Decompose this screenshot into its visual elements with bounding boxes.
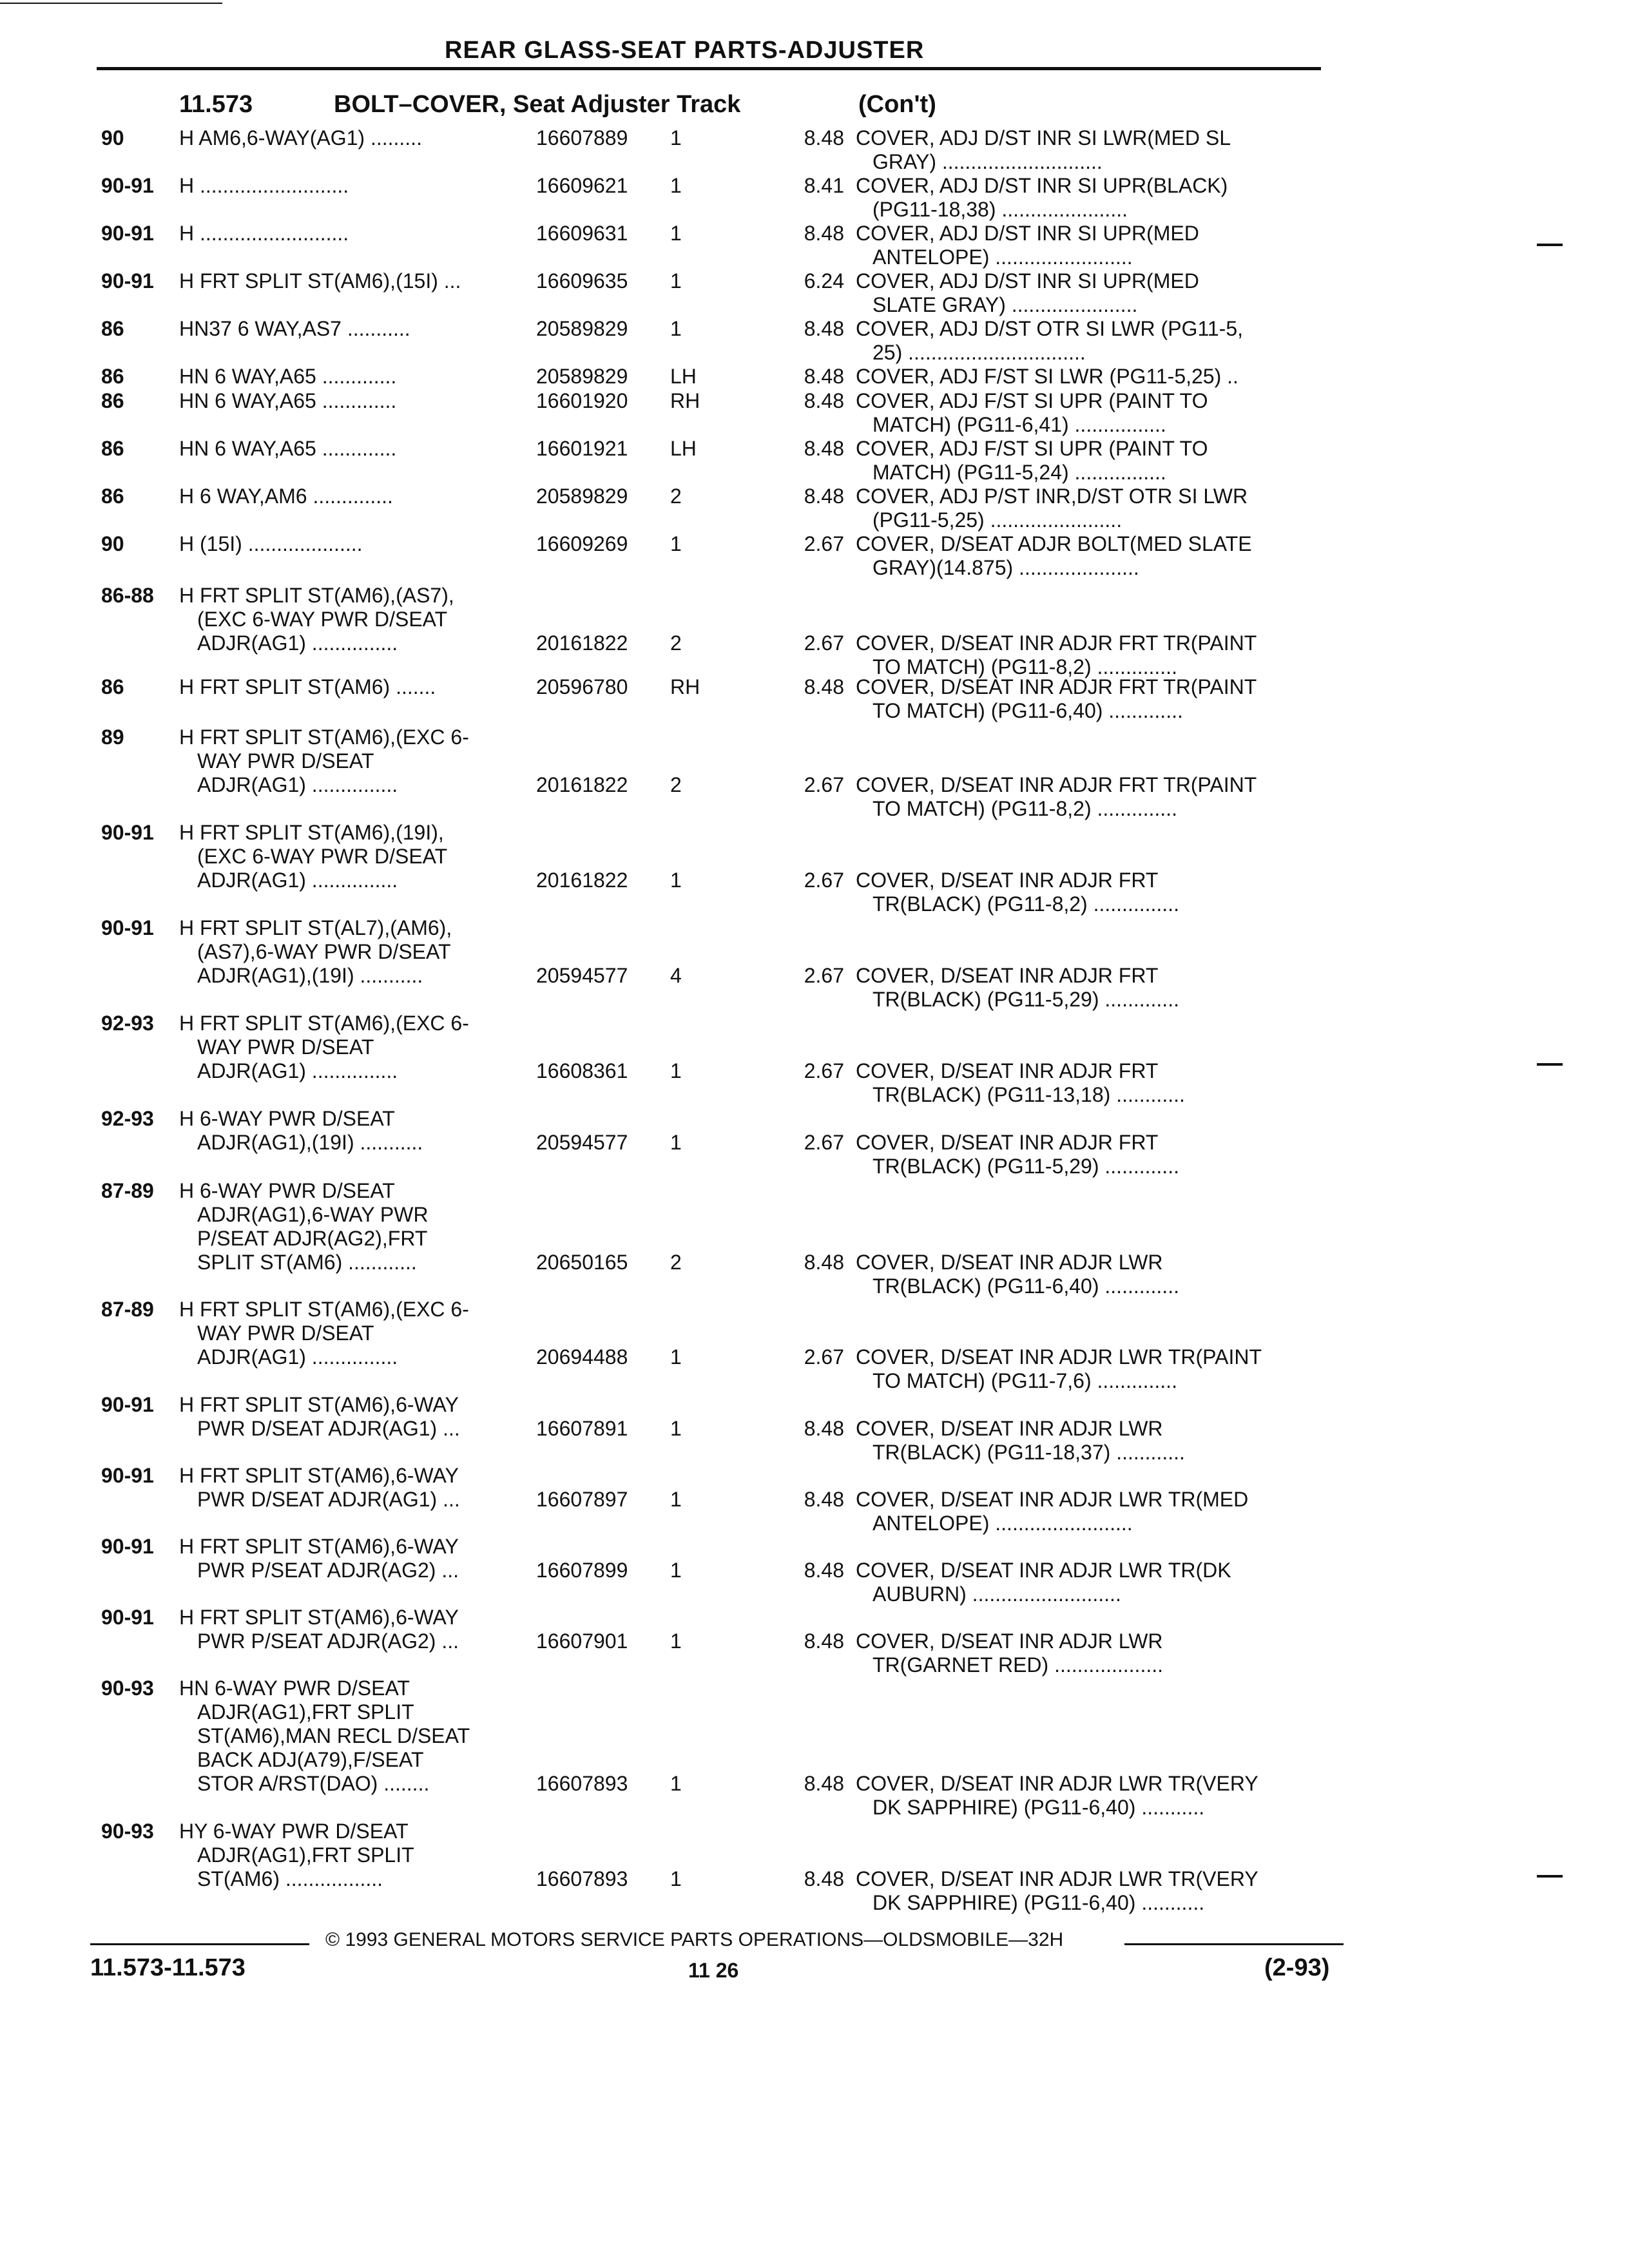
- model-years: 90-91: [101, 1606, 154, 1629]
- model-years: 92-93: [101, 1012, 154, 1035]
- description-line: ADJR(AG1) ...............: [197, 773, 398, 796]
- part-number: 20596780: [536, 675, 628, 698]
- description-line: H FRT SPLIT ST(AL7),(AM6),: [179, 916, 452, 939]
- part-name-line: 25) ...............................: [872, 341, 1086, 364]
- application-description: [179, 269, 527, 293]
- quantity: 2: [670, 485, 682, 508]
- part-name-line: DK SAPPHIRE) (PG11-6,40) ...........: [872, 1796, 1205, 1819]
- application-description: [179, 1107, 527, 1155]
- part-name: [856, 1867, 1333, 1915]
- description-line: H 6 WAY,AM6 ..............: [179, 485, 393, 508]
- model-years: 89: [101, 726, 124, 749]
- description-line: ADJR(AG1) ...............: [197, 1059, 398, 1082]
- part-name: [856, 675, 1333, 723]
- application-description: [179, 389, 527, 413]
- part-name-line: (PG11-18,38) ......................: [872, 198, 1128, 221]
- description-line: PWR P/SEAT ADJR(AG2) ...: [197, 1629, 459, 1653]
- part-number: 20589829: [536, 317, 628, 340]
- part-name-line: GRAY)(14.875) .....................: [872, 556, 1139, 579]
- price: 2.67: [804, 532, 844, 555]
- price: 8.48: [804, 389, 844, 412]
- application-description: [179, 584, 527, 655]
- footer-rule-left: [90, 1943, 309, 1945]
- part-name: [856, 773, 1333, 821]
- quantity: 1: [670, 1417, 682, 1440]
- model-years: 92-93: [101, 1107, 154, 1130]
- part-name: [856, 269, 1333, 317]
- part-name-line: MATCH) (PG11-6,41) ................: [872, 413, 1166, 436]
- quantity: 1: [670, 1488, 682, 1511]
- application-description: [179, 1393, 527, 1441]
- description-line: HN 6 WAY,A65 .............: [179, 365, 397, 388]
- quantity: 1: [670, 269, 682, 293]
- model-years: 86-88: [101, 584, 154, 607]
- description-line: BACK ADJ(A79),F/SEAT: [197, 1748, 424, 1771]
- date-code: (2-93): [1264, 1954, 1330, 1981]
- part-name-line: ANTELOPE) ........................: [872, 1512, 1133, 1535]
- model-years: 86: [101, 389, 124, 412]
- description-line: ADJR(AG1) ...............: [197, 631, 398, 655]
- model-years: 90-91: [101, 222, 154, 245]
- part-number: 16607899: [536, 1559, 628, 1582]
- description-line: ST(AM6) .................: [197, 1867, 383, 1890]
- quantity: 2: [670, 631, 682, 655]
- part-name-line: TR(BLACK) (PG11-5,29) .............: [872, 988, 1179, 1011]
- model-years: 90-91: [101, 1464, 154, 1487]
- description-line: (EXC 6-WAY PWR D/SEAT: [197, 608, 448, 631]
- quantity: 1: [670, 1629, 682, 1653]
- part-name-line: COVER, ADJ D/ST INR SI UPR(MED: [856, 269, 1199, 293]
- quantity: 1: [670, 174, 682, 197]
- price: 8.48: [804, 365, 844, 388]
- description-line: HN37 6 WAY,AS7 ...........: [179, 317, 410, 340]
- description-line: STOR A/RST(DAO) ........: [197, 1772, 430, 1795]
- quantity: 1: [670, 1772, 682, 1795]
- quantity: 1: [670, 1345, 682, 1369]
- part-number: 16601921: [536, 437, 628, 460]
- part-number: 16609621: [536, 174, 628, 197]
- description-line: SPLIT ST(AM6) ............: [197, 1251, 417, 1274]
- part-name-line: COVER, D/SEAT INR ADJR FRT: [856, 1131, 1159, 1154]
- price: 8.48: [804, 222, 844, 245]
- description-line: HN 6 WAY,A65 .............: [179, 437, 397, 460]
- price: 8.48: [804, 1867, 844, 1890]
- price: 8.48: [804, 1488, 844, 1511]
- part-number: 16609631: [536, 222, 628, 245]
- quantity: 4: [670, 964, 682, 987]
- part-name: [856, 174, 1333, 222]
- application-description: [179, 821, 527, 892]
- part-name-line: TO MATCH) (PG11-8,2) ..............: [872, 655, 1177, 678]
- part-name: [856, 1488, 1333, 1535]
- model-years: 90-91: [101, 269, 154, 293]
- price: 8.48: [804, 1629, 844, 1653]
- part-name: [856, 1131, 1333, 1178]
- copyright-notice: © 1993 GENERAL MOTORS SERVICE PARTS OPERATIONS—OLDSMOBILE—32H: [325, 1929, 1064, 1950]
- part-name: [856, 1251, 1333, 1298]
- description-line: HY 6-WAY PWR D/SEAT: [179, 1820, 409, 1843]
- application-description: [179, 485, 527, 508]
- description-line: ST(AM6),MAN RECL D/SEAT: [197, 1724, 470, 1747]
- part-name: [856, 437, 1333, 485]
- part-name-line: AUBURN) ..........................: [872, 1582, 1121, 1606]
- description-line: H FRT SPLIT ST(AM6) .......: [179, 675, 436, 698]
- part-name-line: COVER, D/SEAT INR ADJR LWR: [856, 1417, 1163, 1440]
- description-line: H FRT SPLIT ST(AM6),(15I) ...: [179, 269, 461, 293]
- description-line: H FRT SPLIT ST(AM6),(19I),: [179, 821, 444, 844]
- price: 8.48: [804, 126, 844, 149]
- part-name-line: COVER, D/SEAT INR ADJR FRT: [856, 1059, 1159, 1082]
- part-number: 20589829: [536, 365, 628, 388]
- part-name-line: COVER, ADJ F/ST SI UPR (PAINT TO: [856, 437, 1208, 460]
- part-name: [856, 964, 1333, 1012]
- margin-mark: [1537, 244, 1563, 246]
- part-name: [856, 631, 1333, 679]
- description-line: ADJR(AG1),FRT SPLIT: [197, 1700, 414, 1724]
- application-description: [179, 1677, 527, 1796]
- description-line: H FRT SPLIT ST(AM6),(EXC 6-: [179, 1012, 469, 1035]
- part-name-line: TR(BLACK) (PG11-6,40) .............: [872, 1274, 1179, 1298]
- description-line: P/SEAT ADJR(AG2),FRT: [197, 1227, 428, 1250]
- application-description: [179, 532, 527, 556]
- model-years: 90-93: [101, 1677, 154, 1700]
- model-years: 90-91: [101, 174, 154, 197]
- description-line: PWR D/SEAT ADJR(AG1) ...: [197, 1488, 460, 1511]
- part-name: [856, 532, 1333, 580]
- part-name-line: COVER, D/SEAT INR ADJR LWR TR(MED: [856, 1488, 1249, 1511]
- application-description: [179, 916, 527, 988]
- description-line: ADJR(AG1),(19I) ...........: [197, 1131, 423, 1154]
- description-line: WAY PWR D/SEAT: [197, 1321, 374, 1345]
- quantity: 1: [670, 1867, 682, 1890]
- part-name-line: GRAY) ............................: [872, 150, 1103, 173]
- part-name-line: COVER, ADJ F/ST SI UPR (PAINT TO: [856, 389, 1208, 412]
- part-name-line: COVER, D/SEAT ADJR BOLT(MED SLATE: [856, 532, 1252, 555]
- page-title: REAR GLASS-SEAT PARTS-ADJUSTER: [445, 37, 925, 64]
- description-line: HN 6 WAY,A65 .............: [179, 389, 397, 412]
- price: 8.48: [804, 437, 844, 460]
- part-number: 16609635: [536, 269, 628, 293]
- part-name-line: COVER, ADJ D/ST INR SI UPR(MED: [856, 222, 1199, 245]
- part-number: 20161822: [536, 631, 628, 655]
- part-number: 20589829: [536, 485, 628, 508]
- price: 2.67: [804, 1059, 844, 1082]
- price: 8.48: [804, 1417, 844, 1440]
- model-years: 87-89: [101, 1179, 154, 1202]
- description-line: (EXC 6-WAY PWR D/SEAT: [197, 845, 448, 868]
- description-line: H FRT SPLIT ST(AM6),(AS7),: [179, 584, 454, 607]
- part-name-line: TR(BLACK) (PG11-5,29) .............: [872, 1155, 1179, 1178]
- quantity: 1: [670, 126, 682, 149]
- description-line: WAY PWR D/SEAT: [197, 1035, 374, 1059]
- quantity: RH: [670, 389, 700, 412]
- description-line: H ..........................: [179, 222, 349, 245]
- part-name-line: TO MATCH) (PG11-8,2) ..............: [872, 797, 1177, 820]
- part-name-line: COVER, ADJ D/ST INR SI UPR(BLACK): [856, 174, 1228, 197]
- model-years: 86: [101, 485, 124, 508]
- part-number: 16601920: [536, 389, 628, 412]
- model-years: 86: [101, 317, 124, 340]
- quantity: 2: [670, 773, 682, 796]
- part-number: 16607893: [536, 1772, 628, 1795]
- part-name-line: DK SAPPHIRE) (PG11-6,40) ...........: [872, 1891, 1205, 1914]
- part-name-line: COVER, ADJ D/ST OTR SI LWR (PG11-5,: [856, 317, 1243, 340]
- model-years: 90-91: [101, 1393, 154, 1416]
- part-name-line: COVER, D/SEAT INR ADJR LWR TR(VERY: [856, 1772, 1258, 1795]
- quantity: 1: [670, 869, 682, 892]
- page-number: 11 26: [688, 1959, 739, 1982]
- part-number: 16607893: [536, 1867, 628, 1890]
- part-name: [856, 1345, 1333, 1393]
- part-name-line: COVER, D/SEAT INR ADJR LWR TR(DK: [856, 1559, 1231, 1582]
- quantity: 1: [670, 317, 682, 340]
- application-description: [179, 437, 527, 461]
- model-years: 86: [101, 675, 124, 698]
- part-name-line: SLATE GRAY) ......................: [872, 293, 1138, 316]
- part-name: [856, 222, 1333, 269]
- part-name-line: COVER, D/SEAT INR ADJR LWR: [856, 1251, 1163, 1274]
- description-line: ADJR(AG1),6-WAY PWR: [197, 1203, 429, 1226]
- part-name: [856, 1417, 1333, 1465]
- description-line: H AM6,6-WAY(AG1) .........: [179, 126, 422, 149]
- part-number: 16607901: [536, 1629, 628, 1653]
- description-line: H FRT SPLIT ST(AM6),6-WAY: [179, 1606, 459, 1629]
- section-range: 11.573-11.573: [90, 1954, 246, 1981]
- application-description: [179, 317, 527, 341]
- price: 2.67: [804, 631, 844, 655]
- description-line: H FRT SPLIT ST(AM6),(EXC 6-: [179, 726, 469, 749]
- quantity: 1: [670, 1059, 682, 1082]
- quantity: LH: [670, 365, 697, 388]
- model-years: 90-93: [101, 1820, 154, 1843]
- model-years: 90: [101, 126, 124, 149]
- description-line: H ..........................: [179, 174, 349, 197]
- price: 8.48: [804, 675, 844, 698]
- part-name-line: COVER, ADJ D/ST INR SI LWR(MED SL: [856, 126, 1231, 149]
- price: 8.41: [804, 174, 844, 197]
- part-name: [856, 1559, 1333, 1606]
- margin-mark: [1537, 1063, 1563, 1066]
- section-name: BOLT–COVER, Seat Adjuster Track: [334, 91, 741, 118]
- margin-mark: [1537, 1875, 1563, 1878]
- price: 2.67: [804, 869, 844, 892]
- description-line: ADJR(AG1) ...............: [197, 869, 398, 892]
- application-description: [179, 1298, 527, 1369]
- description-line: ADJR(AG1) ...............: [197, 1345, 398, 1369]
- price: 2.67: [804, 1345, 844, 1369]
- description-line: (AS7),6-WAY PWR D/SEAT: [197, 940, 451, 963]
- model-years: 90-91: [101, 916, 154, 939]
- application-description: [179, 1606, 527, 1653]
- part-number: 16607889: [536, 126, 628, 149]
- part-number: 20694488: [536, 1345, 628, 1369]
- section-number: 11.573: [179, 91, 253, 118]
- application-description: [179, 126, 527, 150]
- quantity: 1: [670, 222, 682, 245]
- part-number: 16607891: [536, 1417, 628, 1440]
- part-name-line: COVER, D/SEAT INR ADJR FRT: [856, 964, 1159, 987]
- part-name-line: TR(BLACK) (PG11-13,18) ............: [872, 1083, 1185, 1106]
- application-description: [179, 222, 527, 245]
- model-years: 90-91: [101, 821, 154, 844]
- quantity: RH: [670, 675, 700, 698]
- price: 8.48: [804, 1251, 844, 1274]
- application-description: [179, 726, 527, 797]
- application-description: [179, 1820, 527, 1891]
- quantity: 2: [670, 1251, 682, 1274]
- quantity: LH: [670, 437, 697, 460]
- description-line: H FRT SPLIT ST(AM6),6-WAY: [179, 1535, 459, 1558]
- price: 2.67: [804, 773, 844, 796]
- part-number: 20161822: [536, 869, 628, 892]
- part-number: 20594577: [536, 1131, 628, 1154]
- part-name-line: COVER, ADJ P/ST INR,D/ST OTR SI LWR: [856, 485, 1248, 508]
- quantity: 1: [670, 1559, 682, 1582]
- footer-rule-right: [1124, 1943, 1344, 1945]
- model-years: 90-91: [101, 1535, 154, 1558]
- price: 8.48: [804, 317, 844, 340]
- quantity: 1: [670, 532, 682, 555]
- price: 8.48: [804, 1772, 844, 1795]
- description-line: ADJR(AG1),FRT SPLIT: [197, 1843, 414, 1867]
- description-line: PWR D/SEAT ADJR(AG1) ...: [197, 1417, 460, 1440]
- part-name-line: TO MATCH) (PG11-7,6) ..............: [872, 1369, 1177, 1392]
- part-name: [856, 1772, 1333, 1820]
- part-number: 20161822: [536, 773, 628, 796]
- description-line: WAY PWR D/SEAT: [197, 749, 374, 773]
- part-name-line: COVER, D/SEAT INR ADJR LWR TR(VERY: [856, 1867, 1258, 1890]
- description-line: H 6-WAY PWR D/SEAT: [179, 1107, 395, 1130]
- section-continued: (Con't): [858, 91, 936, 118]
- part-name: [856, 869, 1333, 916]
- part-name: [856, 126, 1333, 174]
- description-line: H (15I) ....................: [179, 532, 363, 555]
- part-name-line: COVER, D/SEAT INR ADJR FRT TR(PAINT: [856, 675, 1257, 698]
- part-name-line: TR(GARNET RED) ...................: [872, 1653, 1163, 1677]
- description-line: H FRT SPLIT ST(AM6),6-WAY: [179, 1393, 459, 1416]
- description-line: PWR P/SEAT ADJR(AG2) ...: [197, 1559, 459, 1582]
- part-name: [856, 485, 1333, 532]
- part-number: 20650165: [536, 1251, 628, 1274]
- description-line: ADJR(AG1),(19I) ...........: [197, 964, 423, 987]
- model-years: 86: [101, 437, 124, 460]
- part-number: 16609269: [536, 532, 628, 555]
- price: 8.48: [804, 485, 844, 508]
- part-number: 16608361: [536, 1059, 628, 1082]
- price: 8.48: [804, 1559, 844, 1582]
- part-name-line: TR(BLACK) (PG11-18,37) ............: [872, 1441, 1185, 1464]
- part-name-line: COVER, D/SEAT INR ADJR LWR TR(PAINT: [856, 1345, 1262, 1369]
- description-line: H FRT SPLIT ST(AM6),(EXC 6-: [179, 1298, 469, 1321]
- part-name-line: (PG11-5,25) .......................: [872, 508, 1123, 532]
- part-name-line: COVER, ADJ F/ST SI LWR (PG11-5,25) ..: [856, 365, 1239, 388]
- application-description: [179, 675, 527, 699]
- part-name: [856, 1059, 1333, 1107]
- part-name-line: COVER, D/SEAT INR ADJR FRT TR(PAINT: [856, 773, 1257, 796]
- part-name-line: COVER, D/SEAT INR ADJR LWR: [856, 1629, 1163, 1653]
- application-description: [179, 174, 527, 198]
- application-description: [179, 1464, 527, 1512]
- part-number: 20594577: [536, 964, 628, 987]
- model-years: 86: [101, 365, 124, 388]
- application-description: [179, 1179, 527, 1274]
- part-name: [856, 365, 1333, 389]
- description-line: H FRT SPLIT ST(AM6),6-WAY: [179, 1464, 459, 1487]
- part-name: [856, 317, 1333, 365]
- model-years: 90: [101, 532, 124, 555]
- part-name-line: TR(BLACK) (PG11-8,2) ...............: [872, 892, 1179, 916]
- part-name-line: COVER, D/SEAT INR ADJR FRT TR(PAINT: [856, 631, 1257, 655]
- part-number: 16607897: [536, 1488, 628, 1511]
- part-name-line: COVER, D/SEAT INR ADJR FRT: [856, 869, 1159, 892]
- application-description: [179, 1012, 527, 1083]
- price: 6.24: [804, 269, 844, 293]
- part-name-line: MATCH) (PG11-5,24) ................: [872, 461, 1166, 484]
- application-description: [179, 365, 527, 389]
- application-description: [179, 1535, 527, 1582]
- part-name: [856, 389, 1333, 437]
- price: 2.67: [804, 1131, 844, 1154]
- description-line: HN 6-WAY PWR D/SEAT: [179, 1677, 410, 1700]
- price: 2.67: [804, 964, 844, 987]
- part-name-line: TO MATCH) (PG11-6,40) .............: [872, 699, 1183, 722]
- quantity: 1: [670, 1131, 682, 1154]
- part-name: [856, 1629, 1333, 1677]
- model-years: 87-89: [101, 1298, 154, 1321]
- part-name-line: ANTELOPE) ........................: [872, 245, 1133, 269]
- description-line: H 6-WAY PWR D/SEAT: [179, 1179, 395, 1202]
